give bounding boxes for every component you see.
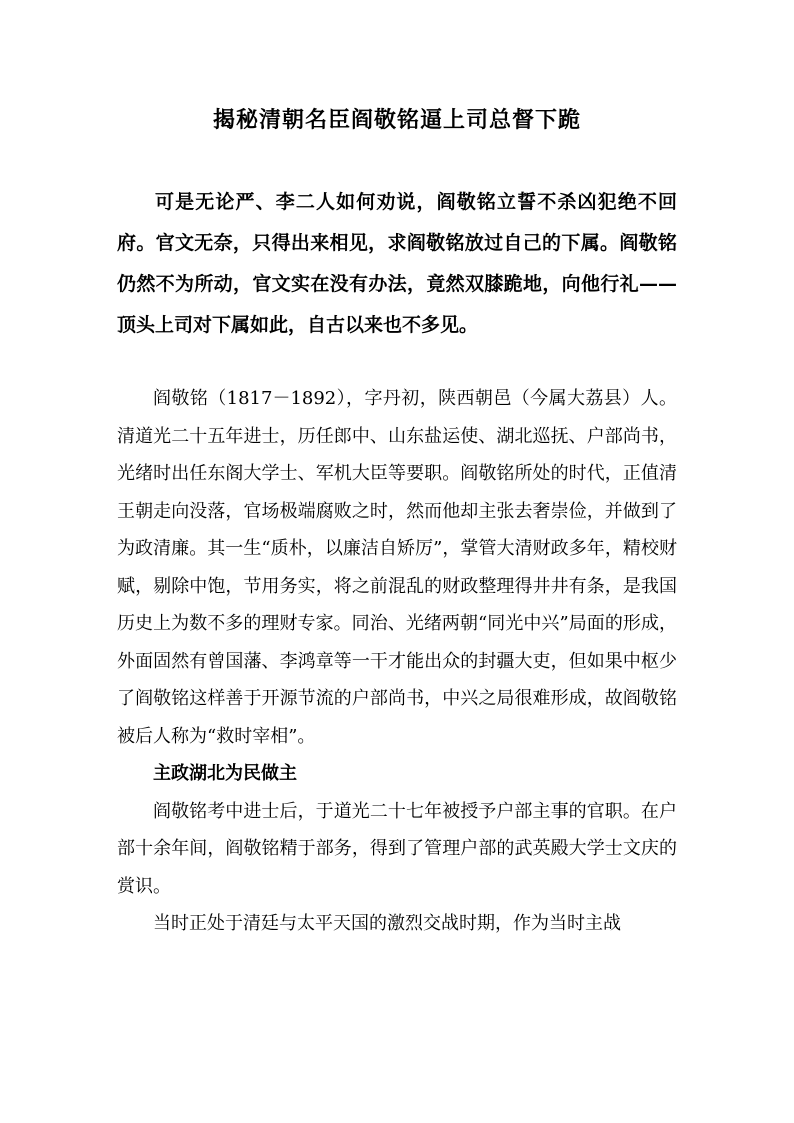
section-paragraph-1: 阎敬铭考中进士后，于道光二十七年被授予户部主事的官职。在户部十余年间，阎敬铭精于部务，得到了管理户部的武英殿大学士文庆的赏识。 (117, 800, 677, 897)
body-paragraph-1: 阎敬铭（1817－1892），字丹初，陕西朝邑（今属大荔县）人。清道光二十五年进士，历任郎中、山东盐运使、湖北巡抚、户部尚书，光绪时出任东阁大学士、军机大臣等要职。阎敬铭所处的时代，正值清王朝走向没落，官场极端腐败之时，然而他却主张去奢崇俭，并做到了为政清廉。其一生“质朴，以廉洁自矫厉”，掌管大清财政多年，精校财赋，剔除中饱，节用务实，将之前混乱的财政整理得井井有条，是我国历史上为数不多的理财专家。同治、光绪两朝“同光中兴”局面的形成，外面固然有曾国藩、李鸿章等一干才能出众的封疆大吏，但如果中枢少了阎敬铭这样善于开源节流的户部尚书，中兴之局很难形成，故阎敬铭被后人称为“救时宰相”。 (117, 388, 677, 747)
lead-paragraph: 可是无论严、李二人如何劝说，阎敬铭立誓不杀凶犯绝不回府。官文无奈，只得出来相见，求阎敬铭放过自己的下属。阎敬铭仍然不为所动，官文实在没有办法，竟然双膝跪地，向他行礼——顶头上司对下属如此，自古以来也不多见。 (117, 191, 677, 336)
lead-section (117, 182, 677, 346)
body-section (117, 380, 677, 943)
section-paragraph-2: 当时正处于清廷与太平天国的激烈交战时期，作为当时主战 (153, 913, 621, 934)
section-heading: 主政湖北为民做主 (153, 763, 297, 784)
document-title: 揭秘清朝名臣阎敬铭逼上司总督下跪 (212, 107, 581, 133)
